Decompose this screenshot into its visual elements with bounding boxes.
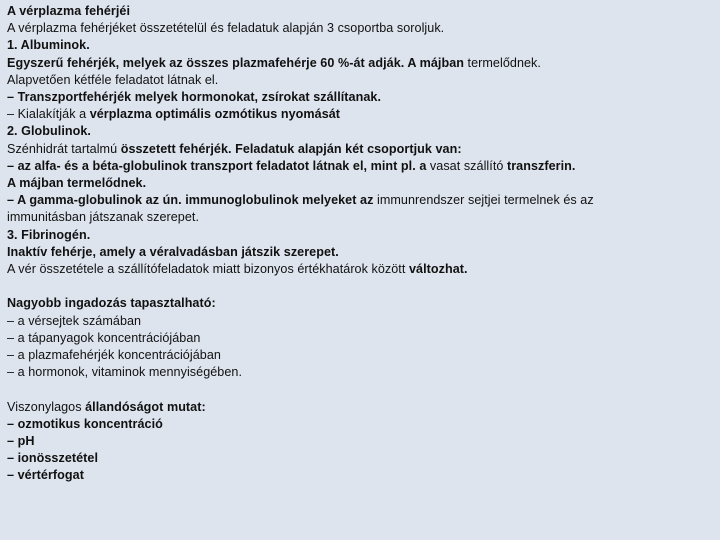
fibrinogen-line-2-normal: A vér összetétele a szállítófeladatok miatt bizonyos értékhatárok között — [7, 262, 409, 277]
globulin-line-1-bold: összetett fehérjék. Feladatuk alapján két csoportjuk van: — [120, 141, 462, 156]
globulin-line-2 — [7, 158, 714, 175]
globulin-line-5: immunitásban játszanak szerepet. — [7, 210, 200, 225]
albumin-line-4 — [7, 106, 714, 123]
fluctuation-item: – a hormonok, vitaminok mennyiségében. — [7, 365, 243, 380]
constancy-item: – pH — [7, 434, 35, 449]
globulin-line-4 — [7, 192, 714, 209]
globulin-line-3: A májban termelődnek. — [7, 176, 147, 191]
globulin-line-2-bold-a: – az alfa- és a béta-globulinok transzport feladatot látnak el, mint pl. a — [7, 158, 427, 173]
albumin-line-1-normal: termelődnek. — [464, 55, 541, 70]
paragraph-spacer — [7, 278, 714, 295]
constancy-item: – vértérfogat — [7, 468, 84, 483]
albumin-heading: 1. Albuminok. — [7, 38, 90, 53]
fibrinogen-line-2 — [7, 261, 714, 278]
intro-text: A vérplazma fehérjéket összetételül és feladatuk alapján 3 csoportba soroljuk. — [7, 21, 445, 36]
albumin-line-4-normal: – Kialakítják a — [7, 107, 90, 122]
albumin-line-1 — [7, 55, 714, 72]
albumin-line-1-bold: Egyszerű fehérjék, melyek az összes plazmafehérje 60 %-át adják. A májban — [7, 55, 464, 70]
globulin-line-2-normal: vasat szállító — [426, 158, 507, 173]
fluctuation-item: – a plazmafehérjék koncentrációjában — [7, 348, 221, 363]
globulin-line-2-bold-b: transzferin. — [506, 158, 576, 173]
fluctuation-heading: Nagyobb ingadozás tapasztalható: — [7, 296, 216, 311]
constancy-item: – ozmotikus koncentráció — [7, 416, 163, 431]
albumin-line-4-bold: vérplazma optimális ozmótikus nyomását — [89, 107, 341, 122]
fibrinogen-heading: 3. Fibrinogén. — [7, 227, 91, 242]
constancy-heading-bold: állandóságot mutat: — [85, 399, 206, 414]
fibrinogen-line-2-bold: változhat. — [408, 262, 468, 277]
doc-title: A vérplazma fehérjéi — [7, 4, 131, 18]
fluctuation-item: – a vérsejtek számában — [7, 313, 142, 328]
albumin-line-2: Alapvetően kétféle feladatot látnak el. — [7, 72, 219, 87]
globulin-heading: 2. Globulinok. — [7, 124, 91, 139]
globulin-line-4-normal: immunrendszer sejtjei termelnek és az — [373, 193, 594, 208]
constancy-heading — [7, 399, 714, 416]
constancy-heading-normal: Viszonylagos — [7, 399, 86, 414]
fibrinogen-line-1: Inaktív fehérje, amely a véralvadásban játszik szerepet. — [7, 244, 339, 259]
globulin-line-4-bold: – A gamma-globulinok az ún. immunoglobulinok melyeket az — [7, 193, 374, 208]
fluctuation-item: – a tápanyagok koncentrációjában — [7, 330, 201, 345]
constancy-item: – ionösszetétel — [7, 451, 99, 466]
globulin-line-1-normal: Szénhidrát tartalmú — [7, 141, 121, 156]
albumin-line-3: – Transzportfehérjék melyek hormonokat, zsírokat szállítanak. — [7, 90, 381, 105]
paragraph-spacer — [7, 381, 714, 398]
globulin-line-1 — [7, 141, 714, 158]
